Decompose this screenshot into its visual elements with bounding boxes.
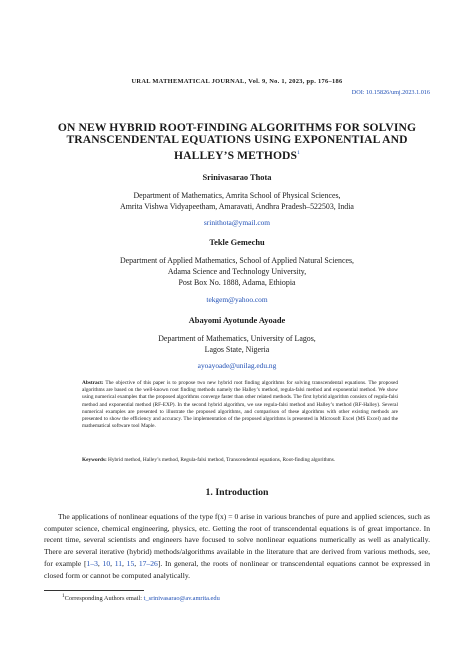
footnote-text: Corresponding Authors email: (64, 595, 144, 603)
corresponding-email-link[interactable]: t_srinivasarao@av.amrita.edu (143, 595, 220, 603)
affiliation-line: Department of Mathematics, University of Lagos, (158, 334, 316, 343)
affiliation-line: Amrita Vishwa Vidyapeetham, Amaravati, Andhra Pradesh–522503, India (120, 202, 354, 212)
author-affiliation (0, 190, 474, 212)
author-name: Srinivasarao Thota (202, 173, 272, 182)
author-affiliation (0, 255, 474, 289)
keywords (82, 457, 398, 464)
keywords-text: Hybrid method, Halley’s method, Regula-falsi method, Transcendental equations, Root-finding algorithms. (108, 457, 336, 463)
footnote-rule (44, 590, 144, 591)
abstract-label: Abstract: (82, 380, 104, 386)
affiliation-line: Department of Mathematics, Amrita School of Physical Sciences, (133, 191, 341, 200)
abstract-text: The objective of this paper is to propose two new hybrid root finding algorithms for solving transcendental equations. The proposed algorithms are based on the well-known root finding methods namely the Halley’s method, regula-falsi method and exponential method. We show using numerical examples that the proposed algorithms converge faster than other related methods. The first hybrid algorithm consists of regula-falsi method and exponential method (RF-EXP). In the second hybrid algorithm, we use regula-falsi method and Halley’s method (RF-Halley). Several numerical examples are presented to illustrate the proposed algorithms, and comparison of these algorithms with other existing methods are presented to show the efficiency and accuracy. The implementation of the proposed algorithms is presented in Microsoft Excel (MS Excel) and the mathematical software tool Maple. (82, 380, 399, 430)
affiliation-line: Department of Applied Mathematics, School of Applied Natural Sciences, (119, 256, 355, 265)
title-footnote-mark[interactable]: 1 (297, 149, 300, 156)
keywords-label: Keywords: (82, 457, 107, 463)
citation-link[interactable]: 11 (114, 558, 123, 568)
author-email-link[interactable]: srinithota@ymail.com (203, 218, 271, 227)
intro-paragraph: The applications of nonlinear equations of the type f(x) = 0 arise in various branches of pure and applied sciences, such as computer science, chemical engineering, physics, etc. Getting the root of transcendental equations is of great importance. In recent time, several scientists and engineers have focused to solve nonlinear equations numerically as well as analytically. There are several iterative (hybrid) methods/algorithms available in the literature that are derived from various methods, see, for example [1–3, 10, 11, 15, 17–26]. In general, the roots of nonlinear or transcendental equations cannot be expressed in closed form or cannot be computed analytically. (44, 512, 431, 580)
footnote (62, 593, 220, 602)
affiliation-line: Adama Science and Technology University, (167, 267, 307, 277)
journal-header: URAL MATHEMATICAL JOURNAL, Vol. 9, No. 1, 2023, pp. 176–186 (131, 78, 343, 85)
title-text: ON NEW HYBRID ROOT-FINDING ALGORITHMS FOR SOLVING TRANSCENDENTAL EQUATIONS USING EXPONENTIAL AND HALLEY’S METHODS (57, 121, 417, 162)
footnote-mark: 1 (62, 593, 65, 599)
intro-text: The applications of nonlinear equations of the type f(x) = 0 arise in various branches of pure and applied sciences, such as computer science, chemical engineering, physics, etc. Getting the root of transcendental equations is of great importance. In recent time, several scientists and engineers have focused to solve nonlinear equations numerically as well as analytically. There are several iterative (hybrid) methods/algorithms available in the literature that are derived from various methods, see, for example [ (44, 512, 430, 568)
author-affiliation (0, 333, 474, 355)
citation-link[interactable]: 17–26 (138, 558, 158, 568)
citation-link[interactable]: 15 (126, 558, 135, 568)
doi-link[interactable]: DOI: 10.15826/umj.2023.1.016 (351, 89, 430, 96)
abstract (82, 380, 398, 430)
author-name: Tekle Gemechu (209, 238, 265, 247)
intro-text: ]. In general, the roots of nonlinear or transcendental equations cannot be expressed in closed form or cannot be computed analytically. (44, 558, 431, 580)
author-name: Abayomi Ayotunde Ayoade (188, 316, 286, 325)
affiliation-line: Lagos State, Nigeria (204, 345, 270, 355)
author-email-link[interactable]: ayoayoade@unilag.edu.ng (197, 361, 277, 370)
section-heading: 1. Introduction (205, 487, 269, 498)
citation-link[interactable]: 10 (102, 558, 111, 568)
citation-link[interactable]: 1–3 (86, 558, 98, 568)
paper-title (40, 122, 434, 162)
affiliation-line: Post Box No. 1888, Adama, Ethiopia (178, 278, 296, 288)
author-email-link[interactable]: tekgem@yahoo.com (206, 295, 268, 304)
